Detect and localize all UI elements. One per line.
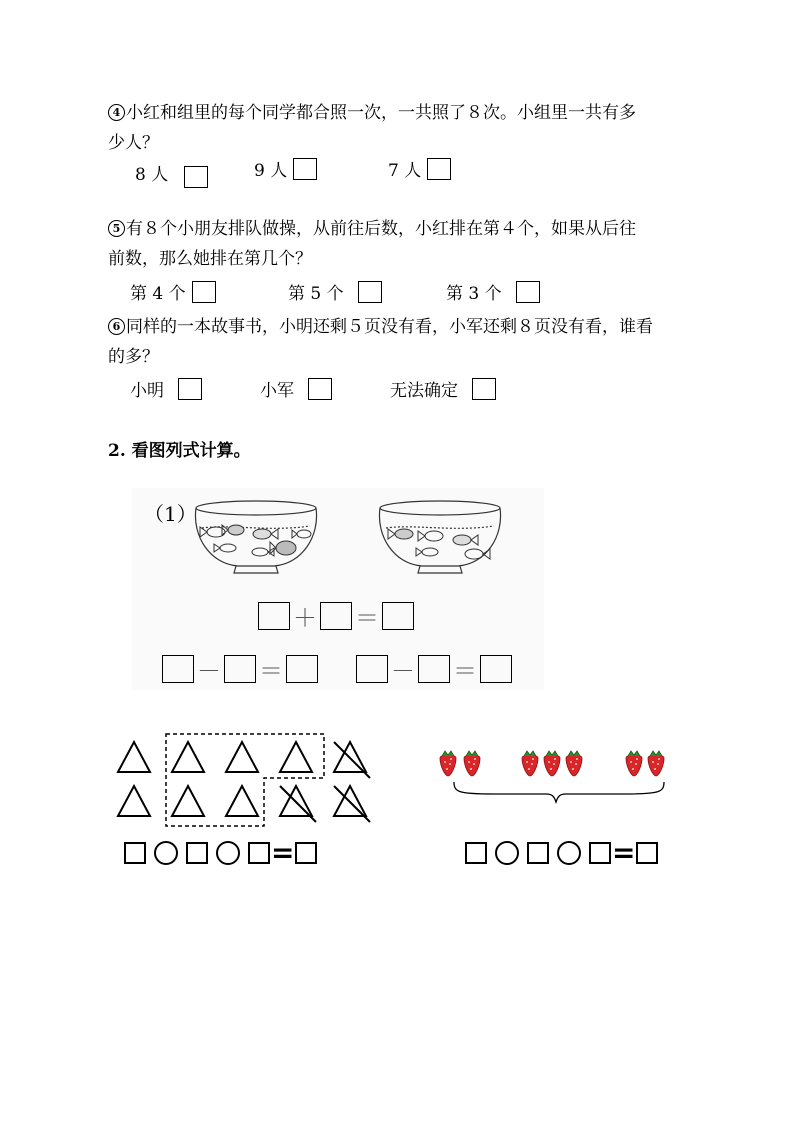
equals-sign: ＝: [259, 657, 283, 685]
strawberry-icon: [464, 751, 480, 776]
option-label: 9 人: [254, 161, 288, 181]
minus-sign: －: [391, 657, 415, 685]
equals-sign: ＝: [355, 604, 379, 632]
problem-label: （1）: [144, 502, 197, 526]
fishbowls-illustration: [190, 496, 530, 578]
strawberry-icon: [544, 751, 560, 776]
answer-box[interactable]: [286, 655, 318, 683]
fish-subtraction-equation-2: [356, 651, 512, 686]
answer-box[interactable]: [356, 655, 388, 683]
q4-option-3[interactable]: [388, 156, 451, 181]
answer-box[interactable]: [184, 166, 208, 188]
option-label: 第 3 个: [446, 284, 502, 304]
answer-box[interactable]: [636, 842, 658, 864]
option-label: 第 4 个: [130, 284, 186, 304]
minus-sign: －: [197, 657, 221, 685]
option-label: 7 人: [388, 161, 422, 181]
option-label: 第 5 个: [288, 284, 344, 304]
question-5-text-line2: 前数，那么她排在第几个？: [108, 249, 312, 269]
answer-box[interactable]: [295, 842, 317, 864]
answer-box[interactable]: [427, 158, 451, 180]
q5-option-2[interactable]: [288, 279, 382, 304]
option-label: 小明: [130, 381, 164, 401]
option-label: 8 人: [135, 164, 169, 185]
triangle-equation: [124, 836, 317, 869]
question-number: 5: [108, 220, 125, 237]
question-number: 6: [108, 318, 125, 335]
question-5-text: 5 有８个小朋友排队做操，从前往后数，小红排在第４个，如果从后往: [108, 214, 698, 244]
q6-option-2[interactable]: [260, 376, 332, 401]
strawberry-icon: [626, 751, 642, 776]
triangle-icon: [226, 742, 258, 772]
answer-box[interactable]: [527, 842, 549, 864]
q4-option-1[interactable]: [135, 156, 208, 188]
triangle-icon: [118, 742, 150, 772]
answer-box[interactable]: [248, 842, 270, 864]
answer-box[interactable]: [516, 281, 540, 303]
answer-box[interactable]: [124, 842, 146, 864]
question-6: [108, 312, 698, 372]
triangle-icon: [280, 742, 312, 772]
question-4-text: 4 小红和组里的每个同学都合照一次，一共照了８次。小组里一共有多: [108, 98, 698, 128]
operator-circle[interactable]: [557, 841, 581, 865]
answer-box[interactable]: [192, 281, 216, 303]
q6-option-3[interactable]: [390, 376, 496, 401]
triangle-icon: [172, 786, 204, 816]
question-number: 4: [108, 104, 125, 121]
triangles-illustration: [112, 730, 382, 830]
answer-box[interactable]: [258, 602, 290, 630]
question-4: [108, 98, 698, 158]
q6-option-1[interactable]: [130, 376, 202, 401]
answer-box[interactable]: [382, 602, 414, 630]
fishbowl-left-icon: [195, 501, 316, 573]
plus-sign: ＋: [293, 604, 317, 632]
question-6-text: 6 同样的一本故事书，小明还剩５页没有看，小军还剩８页没有看，谁看: [108, 312, 698, 342]
answer-box[interactable]: [358, 281, 382, 303]
strawberry-icon: [440, 751, 456, 776]
q5-option-3[interactable]: [446, 279, 540, 304]
operator-circle[interactable]: [154, 841, 178, 865]
fish-subtraction-equation-1: [162, 651, 318, 686]
fish-addition-equation: [258, 598, 414, 633]
option-label: 无法确定: [390, 381, 458, 401]
answer-box[interactable]: [162, 655, 194, 683]
answer-box[interactable]: [308, 378, 332, 400]
brace-icon: [454, 782, 664, 802]
triangle-icon: [226, 786, 258, 816]
fishbowl-right-icon: [379, 501, 500, 573]
answer-box[interactable]: [293, 158, 317, 180]
answer-box[interactable]: [178, 378, 202, 400]
strawberry-equation: [465, 836, 658, 869]
answer-box[interactable]: [186, 842, 208, 864]
equals-sign: =: [271, 836, 295, 869]
strawberry-icon: [566, 751, 582, 776]
question-5: [108, 214, 698, 274]
answer-box[interactable]: [472, 378, 496, 400]
triangle-icon: [118, 786, 150, 816]
strawberry-icon: [522, 751, 538, 776]
q5-option-1[interactable]: [130, 279, 216, 304]
question-4-text-line2: 少人？: [108, 133, 159, 153]
equals-sign: =: [612, 836, 636, 869]
triangle-icon: [172, 742, 204, 772]
answer-box[interactable]: [589, 842, 611, 864]
section-2-title: 2. 看图列式计算。: [108, 441, 251, 461]
q4-option-2[interactable]: [254, 156, 317, 181]
operator-circle[interactable]: [495, 841, 519, 865]
answer-box[interactable]: [320, 602, 352, 630]
answer-box[interactable]: [224, 655, 256, 683]
answer-box[interactable]: [480, 655, 512, 683]
option-label: 小军: [260, 381, 294, 401]
answer-box[interactable]: [465, 842, 487, 864]
equals-sign: ＝: [453, 657, 477, 685]
strawberries-illustration: [434, 742, 684, 804]
question-6-text-line2: 的多？: [108, 347, 159, 367]
answer-box[interactable]: [418, 655, 450, 683]
strawberry-icon: [648, 751, 664, 776]
operator-circle[interactable]: [216, 841, 240, 865]
